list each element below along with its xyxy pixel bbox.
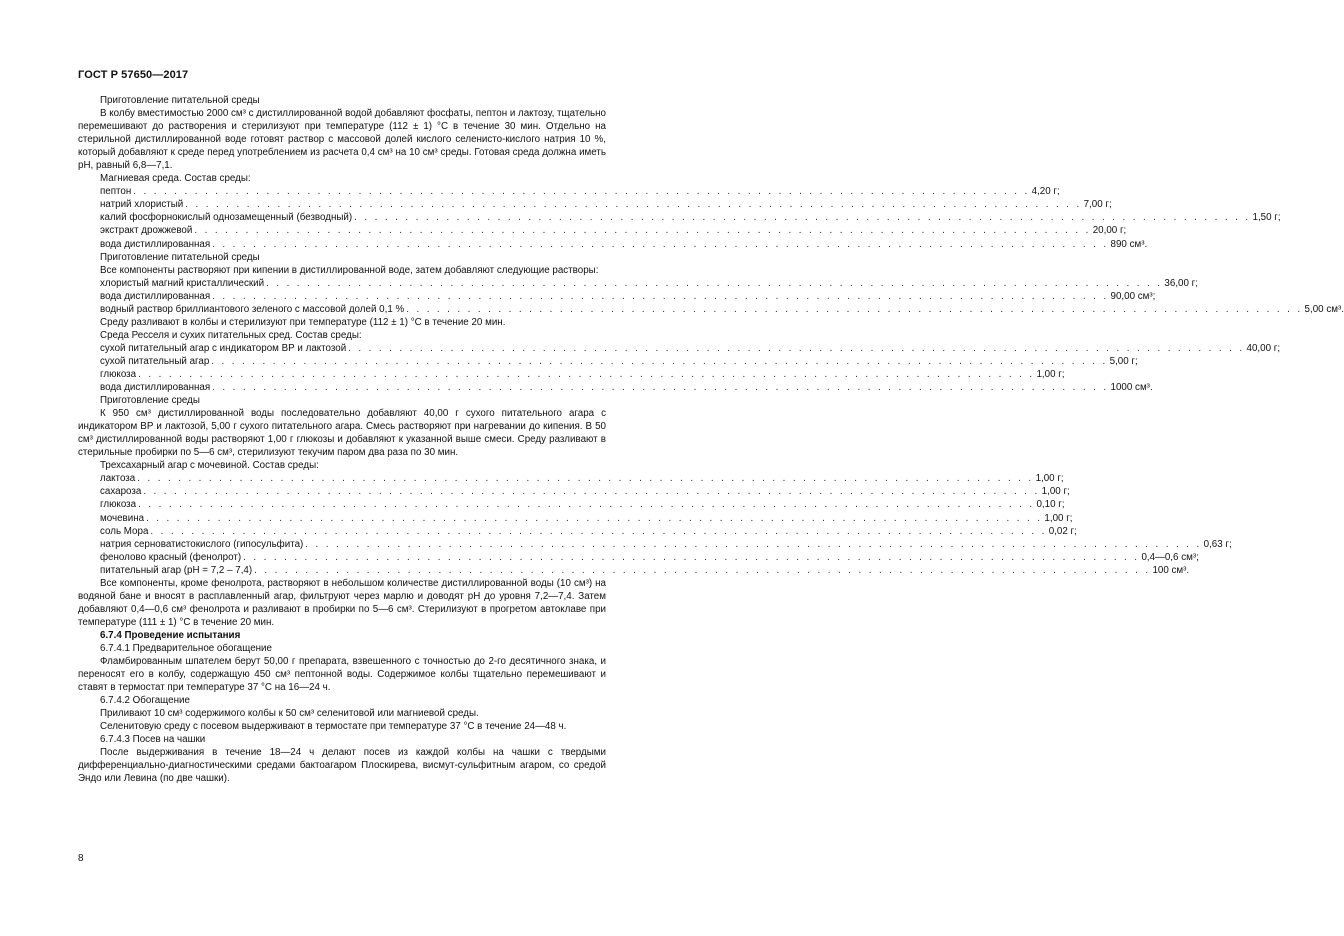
dot-leader: . . . . . . . . . . . . . . . . . . . . . . . . . . . . . . . . . . . . . . . . . . . . . . . . . . . . . . . . . . . . . . . . . . . . . . . . . . . . . . . . . . . . . . . . — [146, 512, 1043, 524]
ingredient-name: пептон — [100, 186, 132, 198]
ingredient-name: водный раствор бриллиантового зеленого с массовой долей 0,1 % — [100, 303, 405, 315]
ingredient-name: калий фосфорнокислый однозамещенный (безводный) — [100, 212, 353, 224]
composition-row — [78, 303, 1344, 316]
dot-leader: . . . . . . . . . . . . . . . . . . . . . . . . . . . . . . . . . . . . . . . . . . . . . . . . . . . . . . . . . . . . . . . . . . . . . . . . . . . . . . . . . . . . . . . . — [243, 551, 1140, 563]
ingredient-name: сухой питательный агар с индикатором ВР и лактозой — [100, 342, 347, 354]
dot-leader: . . . . . . . . . . . . . . . . . . . . . . . . . . . . . . . . . . . . . . . . . . . . . . . . . . . . . . . . . . . . . . . . . . . . . . . . . . . . . . . . . . . . . . . . — [133, 186, 1030, 198]
ingredient-name: вода дистиллированная — [100, 382, 211, 394]
subheading: Среда Ресселя и сухих питательных сред. Состав среды: — [100, 329, 362, 341]
dot-leader: . . . . . . . . . . . . . . . . . . . . . . . . . . . . . . . . . . . . . . . . . . . . . . . . . . . . . . . . . . . . . . . . . . . . . . . . . . . . . . . . . . . . . . . . — [137, 473, 1034, 485]
ingredient-name: хлористый магний кристаллический — [100, 277, 265, 289]
ingredient-name: вода дистиллированная — [100, 290, 211, 302]
ingredient-amount: 100 см³. — [1152, 564, 1190, 576]
composition-row — [78, 381, 1153, 394]
ingredient-name: мочевина — [100, 512, 145, 524]
ingredient-name: вода дистиллированная — [100, 238, 211, 250]
composition-row — [78, 290, 1156, 303]
composition-row — [78, 355, 1138, 368]
paragraph: В колбу вместимостью 2000 см³ с дистиллированной водой добавляют фосфаты, пептон и лактозу, тщательно перемешивают до растворения и стерилизуют при температуре (112 ± 1) °С в течение 30 мин. Отдельно на стерильной дистиллированной воде готовят раствор с массовой долей кислого селенисто-кислого натрия 10 %, который добавляют к среде перед употреблением из расчета 0,4 см³ на 10 см³ среды. Готовая среда должна иметь pH, равный 6,8—7,1. — [78, 108, 607, 172]
dot-leader: . . . . . . . . . . . . . . . . . . . . . . . . . . . . . . . . . . . . . . . . . . . . . . . . . . . . . . . . . . . . . . . . . . . . . . . . . . . . . . . . . . . . . . . . — [143, 486, 1040, 498]
clause-heading: 6.7.4.3 Посев на чашки — [100, 734, 206, 746]
document-body — [78, 94, 1344, 785]
subheading: Трехсахарный агар с мочевиной. Состав среды: — [100, 460, 319, 472]
dot-leader: . . . . . . . . . . . . . . . . . . . . . . . . . . . . . . . . . . . . . . . . . . . . . . . . . . . . . . . . . . . . . . . . . . . . . . . . . . . . . . . . . . . . . . . . — [211, 355, 1108, 367]
ingredient-amount: 0,4—0,6 см³; — [1141, 551, 1199, 563]
dot-leader: . . . . . . . . . . . . . . . . . . . . . . . . . . . . . . . . . . . . . . . . . . . . . . . . . . . . . . . . . . . . . . . . . . . . . . . . . . . . . . . . . . . . . . . . — [150, 525, 1047, 537]
ingredient-name: глюкоза — [100, 499, 137, 511]
paragraph: Приливают 10 см³ содержимого колбы к 50 см³ селенитовой или магниевой среды. — [100, 708, 479, 720]
dot-leader: . . . . . . . . . . . . . . . . . . . . . . . . . . . . . . . . . . . . . . . . . . . . . . . . . . . . . . . . . . . . . . . . . . . . . . . . . . . . . . . . . . . . . . . . — [185, 199, 1082, 211]
dot-leader: . . . . . . . . . . . . . . . . . . . . . . . . . . . . . . . . . . . . . . . . . . . . . . . . . . . . . . . . . . . . . . . . . . . . . . . . . . . . . . . . . . . . . . . . — [138, 368, 1035, 380]
dot-leader: . . . . . . . . . . . . . . . . . . . . . . . . . . . . . . . . . . . . . . . . . . . . . . . . . . . . . . . . . . . . . . . . . . . . . . . . . . . . . . . . . . . . . . . . — [254, 564, 1151, 576]
dot-leader: . . . . . . . . . . . . . . . . . . . . . . . . . . . . . . . . . . . . . . . . . . . . . . . . . . . . . . . . . . . . . . . . . . . . . . . . . . . . . . . . . . . . . . . . — [305, 538, 1202, 550]
composition-row — [78, 185, 1060, 198]
ingredient-amount: 4,20 г; — [1031, 186, 1060, 198]
composition-row — [78, 485, 1070, 498]
ingredient-name: феноловo красный (фенолрот) — [100, 551, 242, 563]
ingredient-amount: 1000 см³. — [1110, 382, 1153, 394]
dot-leader: . . . . . . . . . . . . . . . . . . . . . . . . . . . . . . . . . . . . . . . . . . . . . . . . . . . . . . . . . . . . . . . . . . . . . . . . . . . . . . . . . . . . . . . . — [194, 225, 1091, 237]
composition-row — [78, 538, 1232, 551]
ingredient-amount: 0,10 г; — [1036, 499, 1065, 511]
composition-row — [78, 472, 1064, 485]
ingredient-name: сухой питательный агар — [100, 355, 210, 367]
paragraph: Все компоненты растворяют при кипении в дистиллированной воде, затем добавляют следующие растворы: — [100, 264, 599, 276]
ingredient-name: экстракт дрожжевой — [100, 225, 193, 237]
ingredient-amount: 5,00 г; — [1109, 355, 1138, 367]
composition-row — [78, 342, 1281, 355]
composition-row — [78, 551, 1199, 564]
paragraph: Селенитовую среду с посевом выдерживают в термостате при температуре 37 °С в течение 24—48 ч. — [100, 721, 567, 733]
ingredient-amount: 1,00 г; — [1036, 368, 1065, 380]
ingredient-amount: 890 см³. — [1110, 238, 1148, 250]
ingredient-amount: 36,00 г; — [1164, 277, 1198, 289]
ingredient-amount: 1,00 г; — [1041, 486, 1070, 498]
dot-leader: . . . . . . . . . . . . . . . . . . . . . . . . . . . . . . . . . . . . . . . . . . . . . . . . . . . . . . . . . . . . . . . . . . . . . . . . . . . . . . . . . . . . . . . . — [138, 499, 1035, 511]
ingredient-amount: 0,63 г; — [1203, 538, 1232, 550]
dot-leader: . . . . . . . . . . . . . . . . . . . . . . . . . . . . . . . . . . . . . . . . . . . . . . . . . . . . . . . . . . . . . . . . . . . . . . . . . . . . . . . . . . . . . . . . — [354, 212, 1251, 224]
composition-row — [78, 238, 1148, 251]
composition-row — [78, 198, 1112, 211]
ingredient-name: лактоза — [100, 473, 136, 485]
subheading: Приготовление питательной среды — [100, 251, 260, 263]
dot-leader: . . . . . . . . . . . . . . . . . . . . . . . . . . . . . . . . . . . . . . . . . . . . . . . . . . . . . . . . . . . . . . . . . . . . . . . . . . . . . . . . . . . . . . . . — [212, 382, 1109, 394]
clause-heading: 6.7.4.1 Предварительное обогащение — [100, 642, 272, 654]
ingredient-name: соль Мора — [100, 525, 149, 537]
paragraph: После выдерживания в течение 18—24 ч делают посев из каждой колбы на чашки с твердыми дифференциально-диагностическими средами бактоагаром Плоскирева, висмут-сульфитным агаром, со средой Эндо или Левина (по две чашки). — [78, 747, 606, 785]
composition-row — [78, 512, 1073, 525]
ingredient-name: глюкоза — [100, 368, 137, 380]
composition-row — [78, 564, 1190, 577]
ingredient-amount: 0,02 г; — [1048, 525, 1077, 537]
composition-row — [78, 498, 1065, 511]
ingredient-amount: 1,00 г; — [1044, 512, 1073, 524]
paragraph: К 950 см³ дистиллированной воды последовательно добавляют 40,00 г сухого питательного агара с индикатором ВР и лактозой, 5,00 г сухого питательного агара. Смесь растворяют при нагревании до кипения. В 50 см³ дистиллированной воды растворяют 1,00 г глюкозы и добавляют к указанной выше смеси. Среду разливают в стерильные пробирки по 5—6 см³, стерилизуют текучим паром два раза по 30 мин. — [78, 408, 606, 459]
ingredient-amount: 20,00 г; — [1092, 225, 1127, 237]
ingredient-amount: 7,00 г; — [1083, 199, 1112, 211]
subheading: Магниевая среда. Состав среды: — [100, 173, 251, 185]
dot-leader: . . . . . . . . . . . . . . . . . . . . . . . . . . . . . . . . . . . . . . . . . . . . . . . . . . . . . . . . . . . . . . . . . . . . . . . . . . . . . . . . . . . . . . . . — [212, 290, 1109, 302]
ingredient-amount: 90,00 см³; — [1110, 290, 1156, 302]
subheading: Приготовление среды — [100, 395, 200, 407]
paragraph: Фламбированным шпателем берут 50,00 г препарата, взвешенного с точностью до 2-го десятичного знака, и переносят его в колбу, содержащую 450 см³ пептонной воды. Содержимое колбы тщательно перемешивают и ставят в термостат при температуре 37 °С на 16—24 ч. — [78, 656, 606, 694]
ingredient-name: питательный агар (pH = 7,2 – 7,4) — [100, 564, 253, 576]
ingredient-name: натрия серноватистокислого (гипосульфита) — [100, 538, 304, 550]
dot-leader: . . . . . . . . . . . . . . . . . . . . . . . . . . . . . . . . . . . . . . . . . . . . . . . . . . . . . . . . . . . . . . . . . . . . . . . . . . . . . . . . . . . . . . . . — [212, 238, 1109, 250]
ingredient-name: сахароза — [100, 486, 142, 498]
dot-leader: . . . . . . . . . . . . . . . . . . . . . . . . . . . . . . . . . . . . . . . . . . . . . . . . . . . . . . . . . . . . . . . . . . . . . . . . . . . . . . . . . . . . . . . . — [348, 342, 1245, 354]
clause-heading: 6.7.4.2 Обогащение — [100, 695, 190, 707]
dot-leader: . . . . . . . . . . . . . . . . . . . . . . . . . . . . . . . . . . . . . . . . . . . . . . . . . . . . . . . . . . . . . . . . . . . . . . . . . . . . . . . . . . . . . . . . — [266, 277, 1163, 289]
composition-row — [78, 525, 1077, 538]
ingredient-amount: 40,00 г; — [1246, 342, 1281, 354]
ingredient-amount: 1,00 г; — [1035, 473, 1064, 485]
paragraph: Все компоненты, кроме фенолрота, растворяют в небольшом количестве дистиллированной воды (10 см³) на водяной бане и вносят в расплавленный агар, фильтруют через марлю и доводят pH до уровня 7,2—7,4. Затем добавляют 0,4—0,6 см³ фенолрота и разливают в пробирки по 5—6 см³. Стерилизуют в прогретом автоклаве при температуре (111 ± 1) °С в течение 20 мин. — [78, 577, 606, 628]
section-heading: 6.7.4 Проведение испытания — [100, 629, 241, 641]
dot-leader: . . . . . . . . . . . . . . . . . . . . . . . . . . . . . . . . . . . . . . . . . . . . . . . . . . . . . . . . . . . . . . . . . . . . . . . . . . . . . . . . . . . . . . . . — [406, 303, 1303, 315]
page-number: 8 — [78, 853, 84, 864]
ingredient-name: натрий хлористый — [100, 199, 184, 211]
composition-row — [78, 224, 1127, 237]
composition-row — [78, 368, 1065, 381]
subheading: Приготовление питательной среды — [100, 95, 260, 106]
ingredient-amount: 1,50 г; — [1252, 212, 1281, 224]
ingredient-amount: 5,00 см³. — [1304, 303, 1344, 315]
composition-row — [78, 277, 1198, 290]
subheading: Среду разливают в колбы и стерилизуют при температуре (112 ± 1) °С в течение 20 мин. — [100, 316, 506, 328]
document-header: ГОСТ Р 57650—2017 — [78, 69, 189, 81]
composition-row — [78, 211, 1281, 224]
